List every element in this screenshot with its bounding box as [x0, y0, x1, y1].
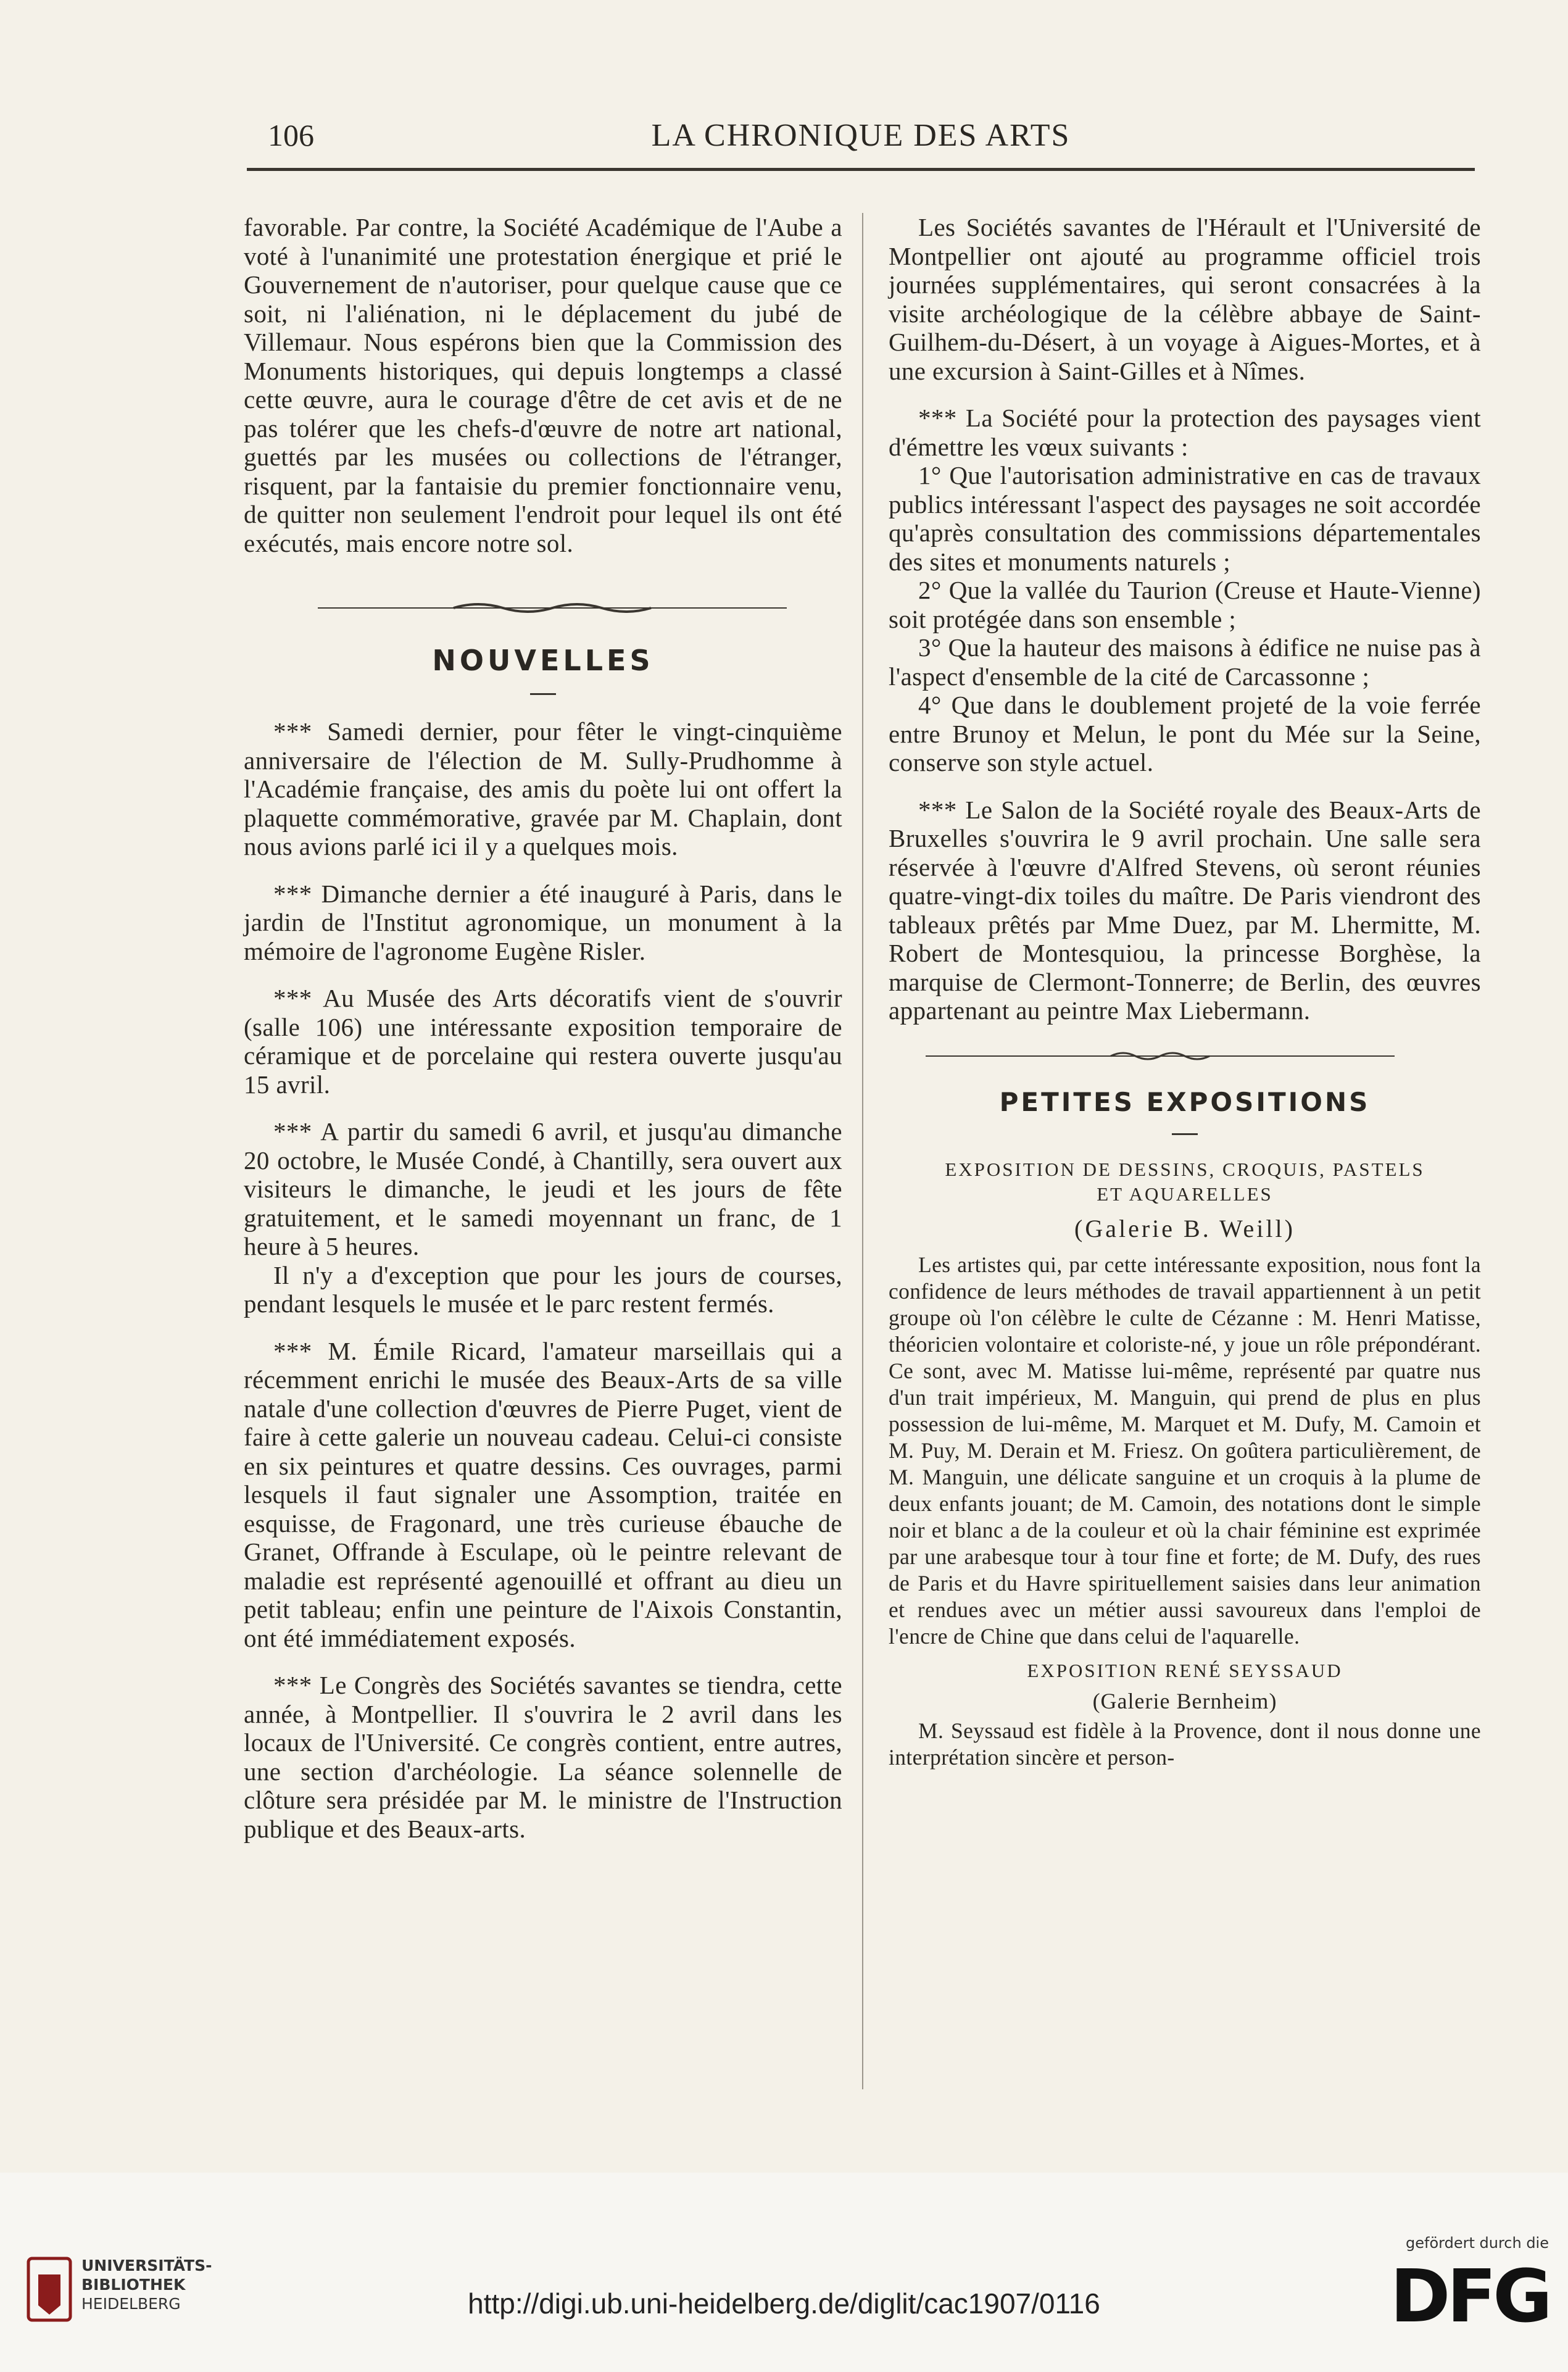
intro-paragraph: favorable. Par contre, la Société Académique de l'Aube a voté à l'unanimité une protestation énergique et prié le Gouvernement de n'autoriser, pour quelque cause que ce soit, ni l'aliénation, ni le déplacement du jubé de Villemaur. Nous espérons bien que la Commission des Monuments historiques, qui depuis longtemps a classé cette œuvre, aura le courage d'être de cet avis et de ne pas tolérer que les chefs-d'œuvre de notre art national, guettés par les musées ou collections de l'étranger, risquent, par la fantaisie du premier fonctionnaire venu, de quitter non seulement l'endroit pour lequel ils ont été exécutés, mais encore notre sol.	[244, 213, 842, 557]
news-item: *** M. Émile Ricard, l'amateur marseillais qui a récemment enrichi le musée des Beaux-Arts de sa ville natale d'une collection d'œuvres de Pierre Puget, vient de faire à cette galerie un nouveau cadeau. Celui-ci consiste en six peintures et quatre dessins. Ces ouvrages, parmi lesquels il faut signaler une Assomption, traitée en esquisse, de Fragonard, une très curieuse ébauche de Granet, Offrande à Esculape, où le peintre relevant de maladie est représenté agenouillé et offrant au dieu un petit tableau; enfin une peinture de l'Aixois Constantin, ont été immédiatement exposés.	[244, 1336, 842, 1652]
source-url-link[interactable]: http://digi.ub.uni-heidelberg.de/diglit/cac1907/0116	[468, 2287, 1100, 2320]
funded-by-label: gefördert durch die	[1406, 2234, 1549, 2252]
ornament-divider	[244, 557, 842, 644]
dfg-logo: DFG	[1390, 2253, 1549, 2339]
news-item: 1° Que l'autorisation administrative en cas de travaux publics intéressant l'aspect des paysages ne soit accordée qu'après consultation des commissions départementales des sites et monuments naturels ;	[889, 461, 1481, 576]
news-item: *** Au Musée des Arts décoratifs vient de s'ouvrir (salle 106) une intéressante exposition temporaire de céramique et de porcelaine qui restera ouverte jusqu'au 15 avril.	[244, 984, 842, 1099]
running-head: LA CHRONIQUE DES ARTS	[651, 118, 1071, 153]
title-dash	[530, 693, 556, 695]
news-item: 3° Que la hauteur des maisons à édifice ne nuise pas à l'aspect d'ensemble de la cité de Carcassonne ;	[889, 633, 1481, 691]
column-divider	[862, 213, 863, 2089]
news-item: *** Le Salon de la Société royale des Beaux-Arts de Bruxelles s'ouvrira le 9 avril prochain. Une salle sera réservée à l'œuvre d'Alfred Stevens, où seront réunies quatre-vingt-dix toiles du maître. De Paris viendront des tableaux prêtés par Mme Duez, par M. Lhermitte, M. Robert de Montesquiou, la princesse Borghèse, la marquise de Clermont-Tonnerre; de Berlin, des œuvres appartenant au peintre Max Liebermann.	[889, 795, 1481, 1025]
news-item: 4° Que dans le doublement projeté de la voie ferrée entre Brunoy et Melun, le pont du Mée sur la Seine, conserve son style actuel.	[889, 691, 1481, 776]
news-item: *** Dimanche dernier a été inauguré à Paris, dans le jardin de l'Institut agronomique, un monument à la mémoire de l'agronome Eugène Risler.	[244, 879, 842, 965]
exhibition-heading: ET AQUARELLES	[1097, 1183, 1273, 1205]
library-line: HEIDELBERG	[81, 2295, 181, 2313]
ornament-flourish-icon	[318, 601, 787, 613]
section-title-nouvelles: NOUVELLES	[432, 644, 654, 677]
news-item: 2° Que la vallée du Taurion (Creuse et Haute-Vienne) soit protégée dans son ensemble ;	[889, 576, 1481, 633]
exhibition-heading: EXPOSITION DE DESSINS, CROQUIS, PASTELS	[945, 1158, 1425, 1180]
news-item: *** Le Congrès des Sociétés savantes se tiendra, cette année, à Montpellier. Il s'ouvrira le 2 avril dans les locaux de l'Université. Ce congrès contient, entre autres, une section d'archéologie. La séance solennelle de clôture sera présidée par M. le ministre de l'Instruction publique et des Beaux-arts.	[244, 1671, 842, 1843]
ornament-divider	[889, 1025, 1481, 1087]
section-title-petites-expositions: PETITES EXPOSITIONS	[999, 1086, 1371, 1117]
right-column	[889, 213, 1481, 1771]
library-line: UNIVERSITÄTS-	[81, 2257, 212, 2274]
exhibition-text: Les artistes qui, par cette intéressante exposition, nous font la confidence de leurs méthodes de travail appartiennent à un petit groupe où l'on célèbre le culte de Cézanne : M. Henri Matisse, théoricien volontaire et coloriste-né, y joue un rôle prépondérant. Ce sont, avec M. Matisse lui-même, représenté par quatre nus d'un trait impérieux, M. Manguin, qui prend de plus en plus possession de lui-même, M. Marquet et M. Dufy, M. Camoin et M. Puy, M. Derain et M. Friesz. On goûtera particulièrement, de M. Manguin, une délicate sanguine et un croquis à la plume de deux enfants jouant; de M. Camoin, des notations dont le simple noir et blanc a de la couleur et où la chair féminine est exprimée par une arabesque tour à tour fine et forte; de M. Dufy, des rues de Paris et du Havre spirituellement saisies dans leur animation et rendues avec un métier aussi savoureux dans l'emploi de l'encre de Chine que dans celui de l'aquarelle.	[889, 1252, 1481, 1649]
left-column	[244, 213, 842, 1843]
news-item: *** La Société pour la protection des paysages vient d'émettre les vœux suivants :	[889, 404, 1481, 461]
news-item: Les Sociétés savantes de l'Hérault et l'Université de Montpellier ont ajouté au programme officiel trois journées supplémentaires, qui seront consacrées à la visite archéologique de la célèbre abbaye de Saint-Guilhem-du-Désert, à un voyage à Aigues-Mortes, et à une excursion à Saint-Gilles et à Nîmes.	[889, 213, 1481, 385]
page-number: 106	[268, 118, 314, 152]
news-item: Il n'y a d'exception que pour les jours de courses, pendant lesquels le musée et le parc restent fermés.	[244, 1260, 842, 1318]
exhibition-venue: (Galerie B. Weill)	[1074, 1214, 1295, 1242]
footer-bar	[0, 2173, 1568, 2372]
title-dash	[1172, 1133, 1198, 1135]
news-item: *** Samedi dernier, pour fêter le vingt-cinquième anniversaire de l'élection de M. Sully-Prudhomme à l'Académie française, des amis du poète lui ont offert la plaquette commémorative, gravée par M. Chaplain, dont nous avions parlé ici il y a quelques mois.	[244, 717, 842, 860]
ornament-wave-icon	[926, 1049, 1395, 1061]
news-item: *** A partir du samedi 6 avril, et jusqu'au dimanche 20 octobre, le Musée Condé, à Chantilly, sera ouvert aux visiteurs le dimanche, le jeudi et les jours de fête gratuitement, et le samedi moyennant un franc, de 1 heure à 5 heures.	[244, 1117, 842, 1260]
exhibition-text: M. Seyssaud est fidèle à la Provence, dont il nous donne une interprétation sincère et person-	[889, 1718, 1481, 1770]
exhibition-venue: (Galerie Bernheim)	[1092, 1688, 1277, 1713]
header-rule	[247, 168, 1475, 171]
library-line: BIBLIOTHEK	[81, 2276, 186, 2294]
page-header	[247, 117, 1475, 167]
exhibition-heading: EXPOSITION RENÉ SEYSSAUD	[1027, 1659, 1343, 1681]
